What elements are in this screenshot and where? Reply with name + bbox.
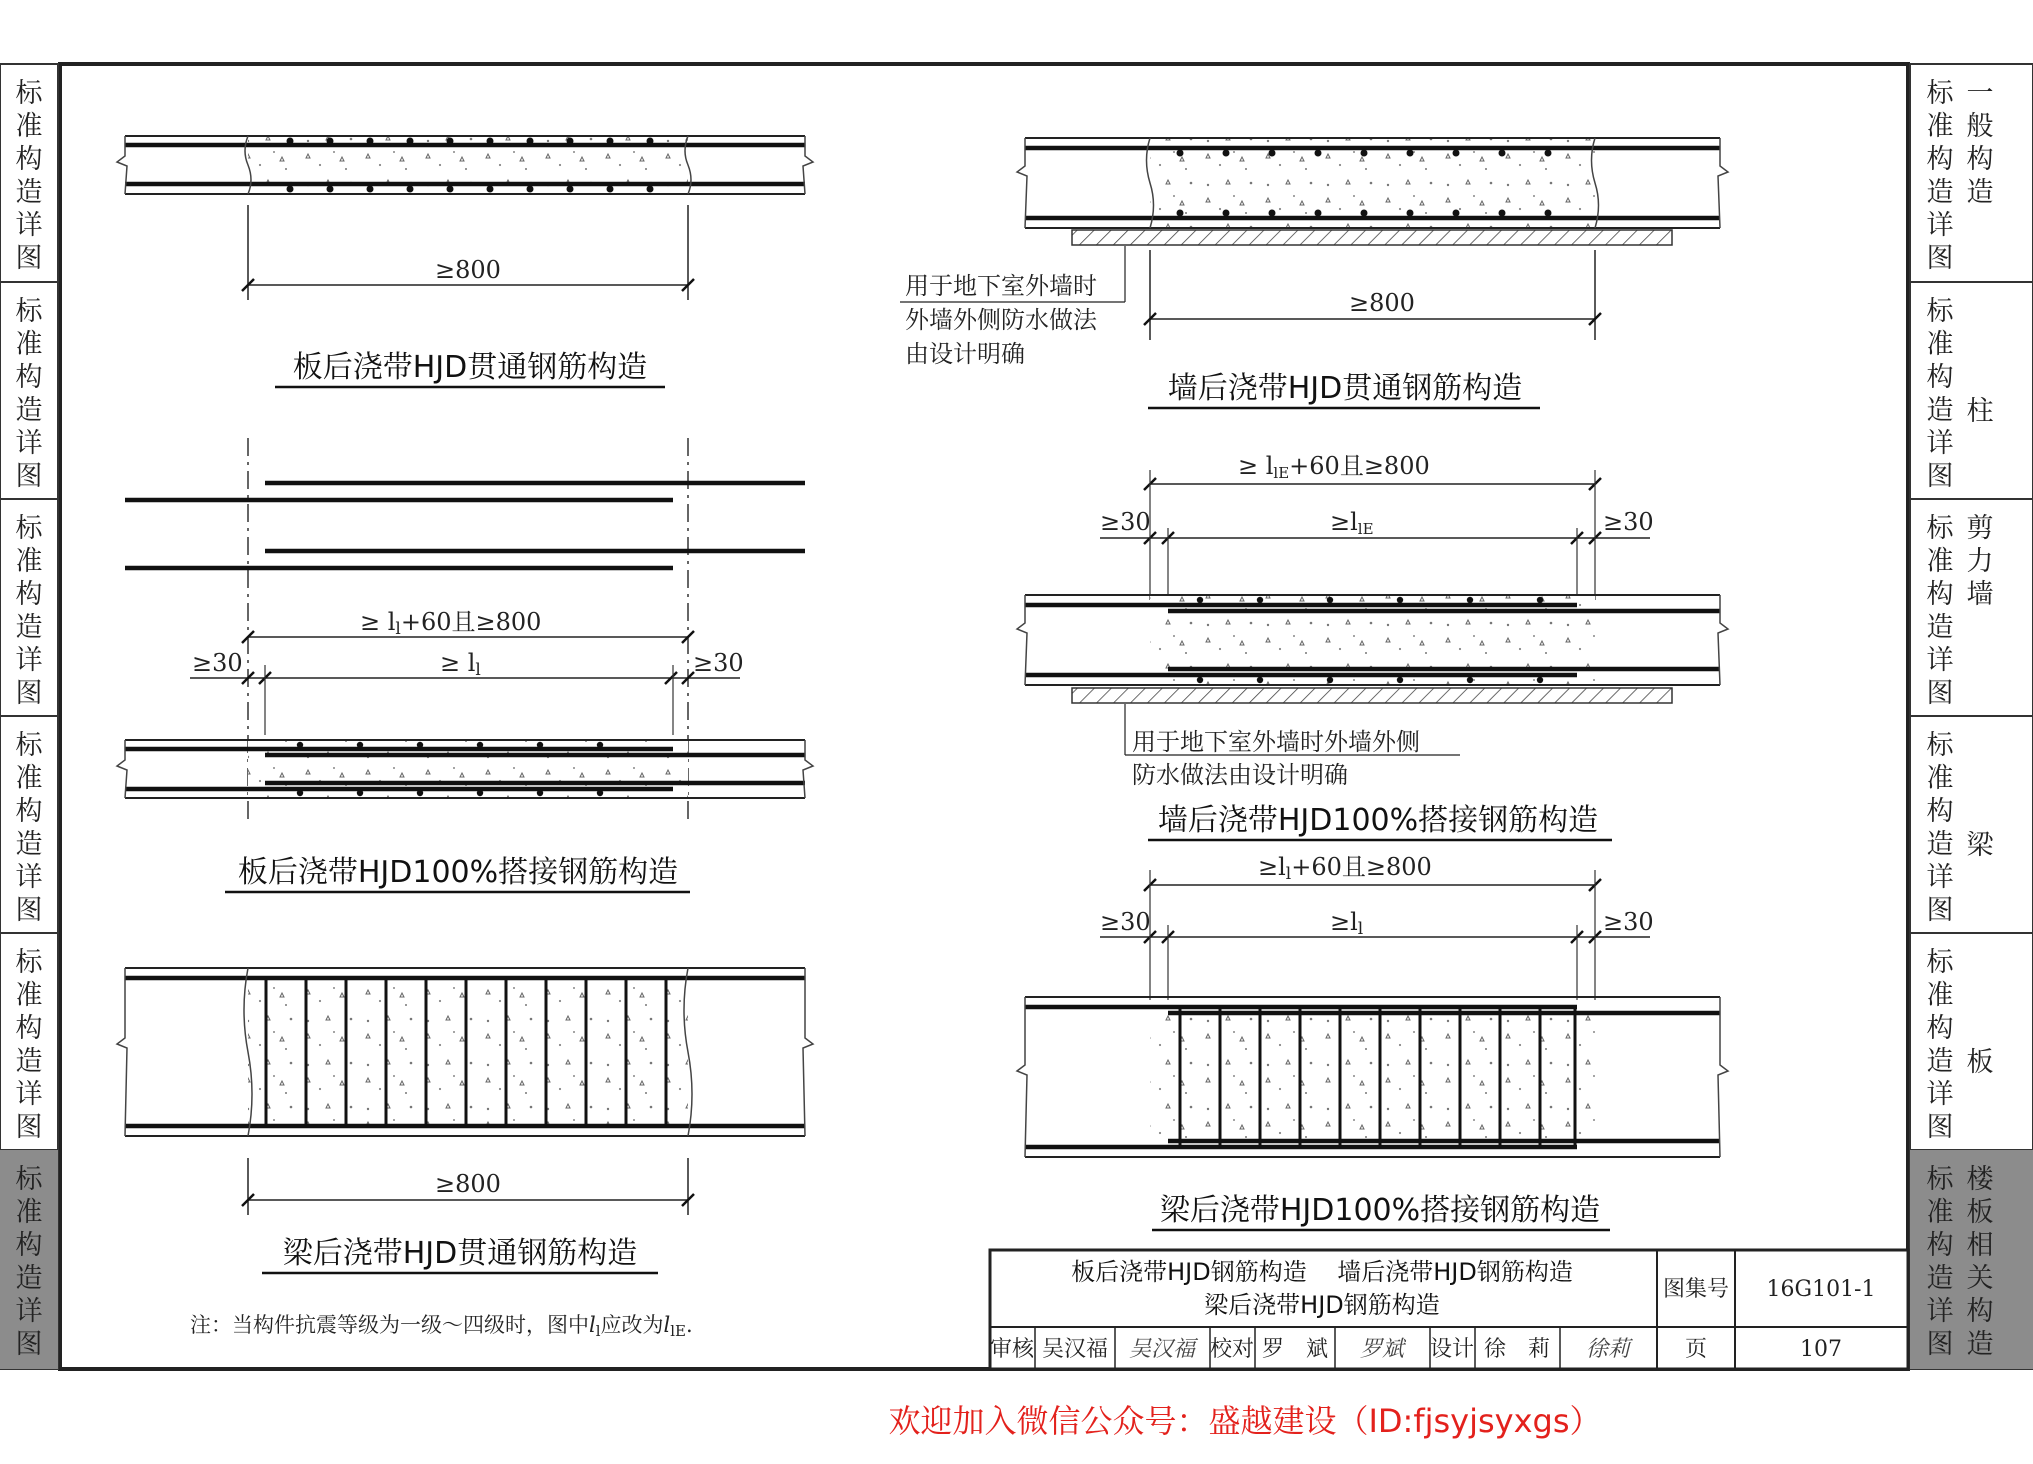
dimension-text: ≥800 bbox=[435, 1170, 501, 1198]
detail-title: 梁后浇带HJD贯通钢筋构造 bbox=[282, 1236, 638, 1271]
detail-title: 墙后浇带HJD贯通钢筋构造 bbox=[1167, 371, 1523, 406]
right-tab-category: 梁 bbox=[1966, 830, 1994, 861]
note-line-2: 外墙外侧防水做法 bbox=[905, 306, 1097, 334]
page-label: 页 bbox=[1684, 1337, 1708, 1362]
right-tab-label: 标准构造详图 bbox=[1926, 1164, 1954, 1360]
right-tab-label: 标准构造详图 bbox=[1926, 78, 1954, 274]
right-tab-label: 标准构造详图 bbox=[1926, 296, 1954, 492]
right-tab-label: 标准构造详图 bbox=[1926, 730, 1954, 926]
atlas-number: 16G101-1 bbox=[1766, 1277, 1876, 1302]
design-label: 设计 bbox=[1429, 1337, 1475, 1362]
page-number: 107 bbox=[1800, 1337, 1842, 1362]
detail-title: 板后浇带HJD100%搭接钢筋构造 bbox=[237, 855, 679, 890]
design-name: 徐 莉 bbox=[1483, 1337, 1551, 1362]
dimension-lap: ≥llE bbox=[1330, 508, 1374, 538]
check-label: 校对 bbox=[1209, 1337, 1255, 1362]
watermark-text: 欢迎加入微信公众号：盛越建设（ID:fjsyjsyxgs） bbox=[888, 1402, 1602, 1440]
left-tab-label: 标准构造详图 bbox=[15, 947, 43, 1143]
right-tab-category: 楼板相关构造 bbox=[1966, 1164, 1994, 1360]
right-tab-category: 板 bbox=[1966, 1047, 1994, 1078]
detail-slab-lap bbox=[117, 438, 813, 892]
dimension-lap: ≥ll bbox=[1330, 908, 1364, 939]
dimension-end-left: ≥30 bbox=[1100, 508, 1151, 536]
dimension-total: ≥ll+60且≥800 bbox=[1258, 853, 1432, 884]
dimension-end-left: ≥30 bbox=[1100, 908, 1151, 936]
review-name: 吴汉福 bbox=[1041, 1337, 1109, 1362]
detail-title: 板后浇带HJD贯通钢筋构造 bbox=[292, 350, 648, 385]
right-tab-category: 柱 bbox=[1966, 396, 1994, 427]
sheet-border bbox=[60, 64, 1908, 1369]
detail-beam-through bbox=[117, 968, 813, 1273]
right-tab-label: 标准构造详图 bbox=[1926, 947, 1954, 1143]
dimension-total: ≥ ll+60且≥800 bbox=[360, 608, 542, 639]
sheet-title-line-1: 板后浇带HJD钢筋构造 墙后浇带HJD钢筋构造 bbox=[1071, 1258, 1573, 1286]
left-tab-label: 标准构造详图 bbox=[15, 1164, 43, 1360]
design-signature: 徐莉 bbox=[1585, 1337, 1631, 1362]
detail-slab-through bbox=[117, 136, 813, 387]
review-label: 审核 bbox=[989, 1337, 1035, 1362]
dimension-end-right: ≥30 bbox=[1603, 908, 1654, 936]
dimension-total: ≥ llE+60且≥800 bbox=[1238, 452, 1430, 482]
detail-title: 梁后浇带HJD100%搭接钢筋构造 bbox=[1159, 1193, 1601, 1228]
detail-wall-through bbox=[900, 138, 1728, 408]
right-tab-category: 一般构造 bbox=[1966, 78, 1994, 208]
title-block bbox=[990, 1250, 1908, 1369]
dimension-end-left: ≥30 bbox=[192, 649, 243, 677]
detail-beam-lap bbox=[1017, 853, 1728, 1230]
dimension-text: ≥800 bbox=[1349, 289, 1415, 317]
dimension-end-right: ≥30 bbox=[1603, 508, 1654, 536]
dimension-lap: ≥ ll bbox=[440, 649, 481, 680]
left-tab-label: 标准构造详图 bbox=[15, 78, 43, 274]
left-tab-label: 标准构造详图 bbox=[15, 296, 43, 492]
detail-wall-lap bbox=[1017, 452, 1728, 840]
right-tab-category: 剪力墙 bbox=[1966, 513, 1994, 610]
check-signature: 罗斌 bbox=[1359, 1337, 1405, 1362]
note-line-1: 用于地下室外墙时外墙外侧 bbox=[1132, 728, 1420, 756]
left-tab-label: 标准构造详图 bbox=[15, 730, 43, 926]
footnote: 注：当构件抗震等级为一级～四级时，图中ll应改为llE. bbox=[190, 1313, 693, 1340]
dimension-text: ≥800 bbox=[435, 256, 501, 284]
check-name: 罗 斌 bbox=[1261, 1337, 1329, 1362]
right-tab-label: 标准构造详图 bbox=[1926, 513, 1954, 709]
review-signature: 吴汉福 bbox=[1128, 1337, 1196, 1362]
atlas-label: 图集号 bbox=[1662, 1277, 1730, 1302]
left-tab-label: 标准构造详图 bbox=[15, 513, 43, 709]
dimension-end-right: ≥30 bbox=[693, 649, 744, 677]
note-line-2: 防水做法由设计明确 bbox=[1132, 761, 1348, 789]
sheet-title-line-2: 梁后浇带HJD钢筋构造 bbox=[1204, 1291, 1440, 1319]
note-line-1: 用于地下室外墙时 bbox=[905, 272, 1097, 300]
waterproof-layer bbox=[1072, 230, 1672, 245]
detail-title: 墙后浇带HJD100%搭接钢筋构造 bbox=[1157, 803, 1599, 838]
note-line-3: 由设计明确 bbox=[905, 340, 1025, 368]
